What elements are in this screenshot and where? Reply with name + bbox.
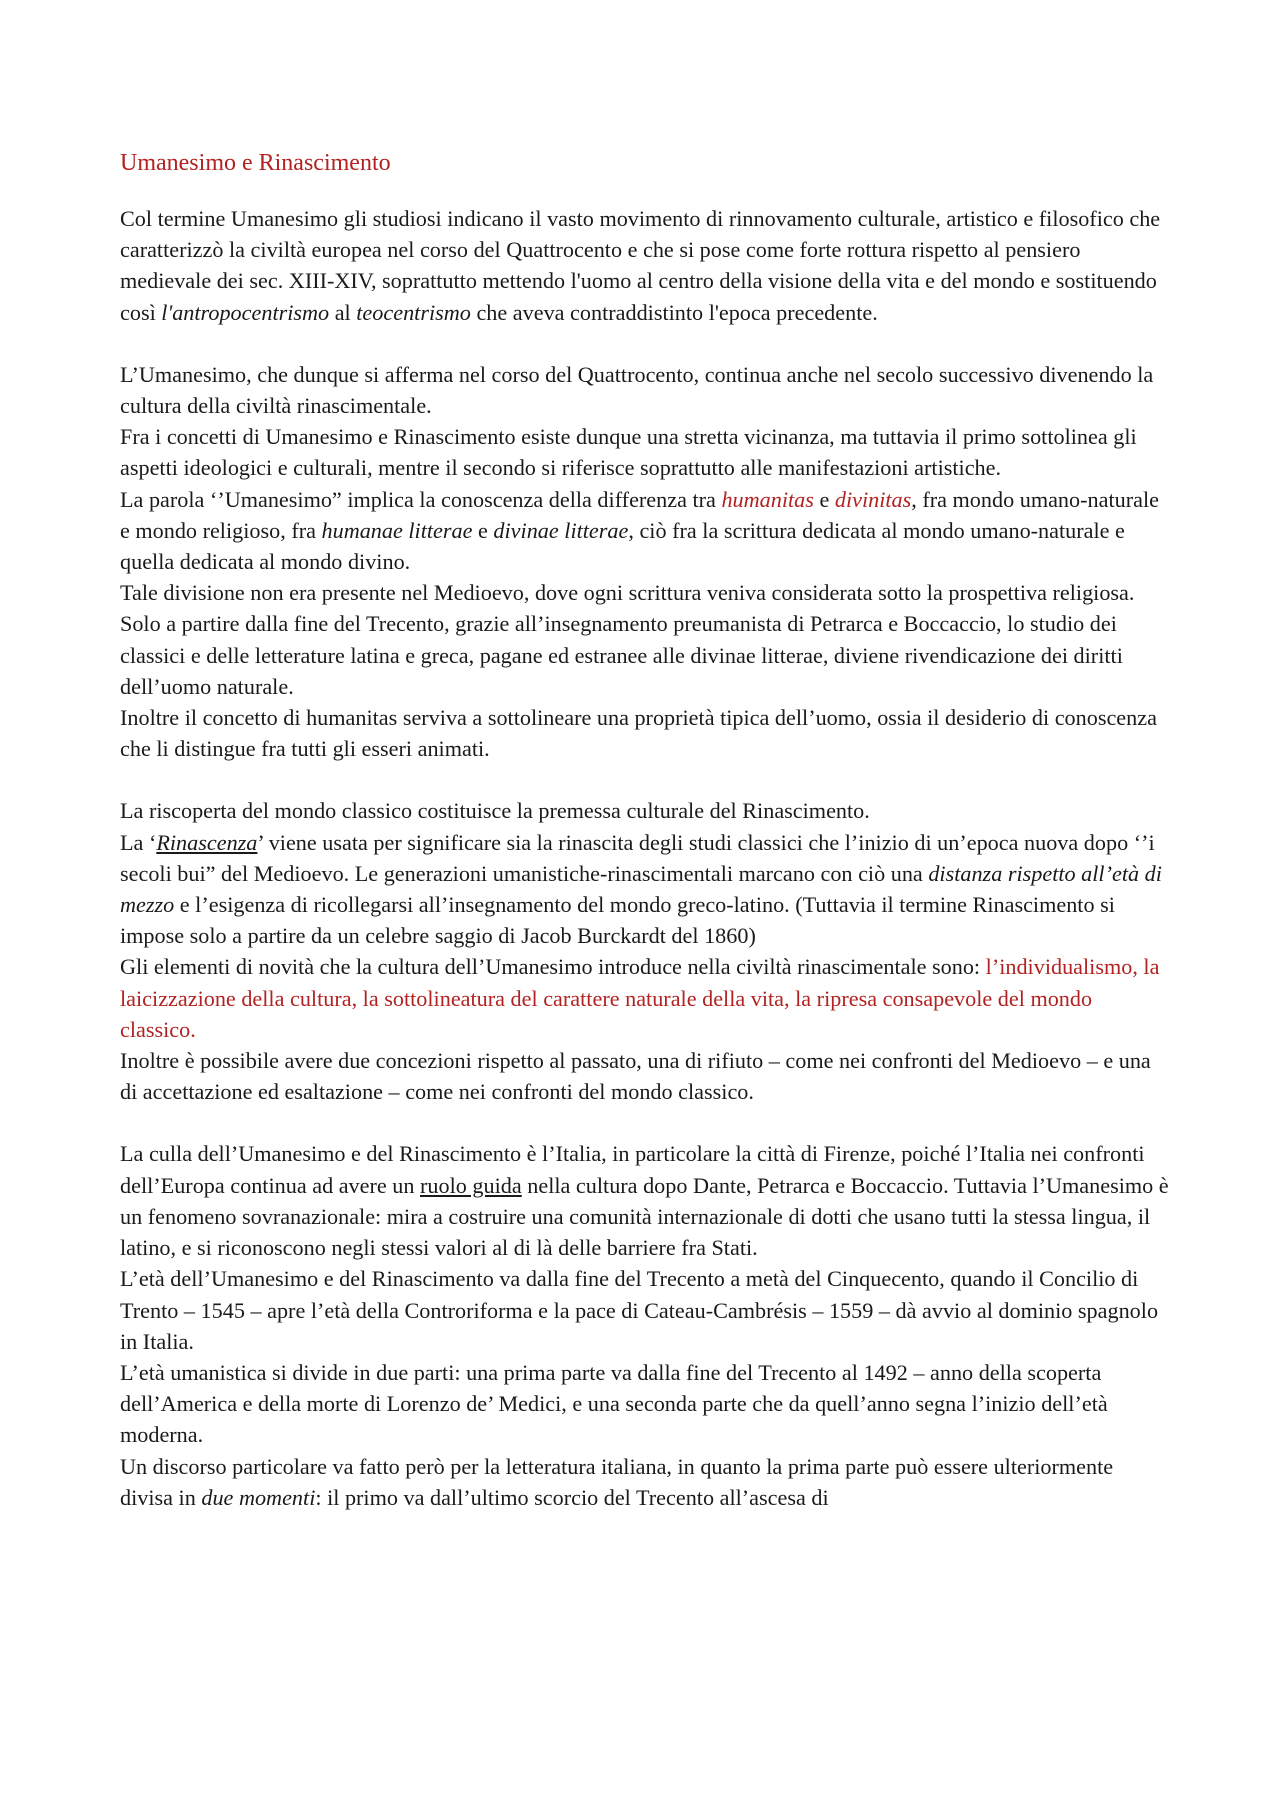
page-title: Umanesimo e Rinascimento xyxy=(120,150,391,176)
text-run: al xyxy=(329,299,357,325)
text-run: nella cultura dopo Dante, Petrarca e Boccaccio. Tuttavia l’Umanesimo è un fenomeno sovranazionale: mira a costruire una comunità internazionale di dotti che usano tutti la stessa lingua, il latino, e si riconoscono negli stessi valori al di là delle barriere fra Stati. xyxy=(120,1172,1169,1261)
text-run: e xyxy=(813,486,835,512)
paragraph-3: Fra i concetti di Umanesimo e Rinascimento esiste dunque una stretta vicinanza, ma tuttavia il primo sottolinea gli aspetti ideologici e culturali, mentre il secondo si riferisce soprattutto alle manifestazioni artistiche. xyxy=(120,424,1137,481)
paragraph-6: Solo a partire dalla fine del Trecento, grazie all’insegnamento preumanista di Petrarca e Boccaccio, lo studio dei classici e delle letterature latina e greca, pagane ed estranee alle divinae litterae, diviene rivendicazione dei diritti dell’uomo naturale. xyxy=(120,611,1123,699)
text-run: , ciò fra la scrittura dedicata al mondo umano-naturale e quella dedicata al mondo divino. xyxy=(120,517,1125,575)
highlighted-list: l’individualismo, la laicizzazione della cultura, la sottolineatura del carattere naturale della vita, la ripresa consapevole del mondo classico. xyxy=(120,954,1160,1042)
underlined-term: ruolo guida xyxy=(420,1172,522,1198)
highlighted-term: divinitas xyxy=(834,486,912,512)
paragraph-gap xyxy=(120,764,1170,795)
paragraph-2: L’Umanesimo, che dunque si afferma nel corso del Quattrocento, continua anche nel secolo successivo divenendo la cultura della civiltà rinascimentale. xyxy=(120,361,1154,419)
paragraph-11: Inoltre è possibile avere due concezioni rispetto al passato, una di rifiuto – come nei confronti del Medioevo – e una di accettazione ed esaltazione – come nei confronti del mondo classico. xyxy=(120,1048,1151,1105)
paragraph-12 xyxy=(120,1138,1170,1263)
paragraph-10 xyxy=(120,951,1170,1045)
italic-term: distanza rispetto all’età di mezzo xyxy=(120,860,1162,918)
underlined-term: Rinascenza xyxy=(156,829,258,855)
text-run: e xyxy=(472,517,494,543)
text-run: La ‘ xyxy=(120,829,157,855)
text-run: , fra mondo umano-naturale e mondo religioso, fra xyxy=(120,486,1159,543)
paragraph-5: Tale divisione non era presente nel Medioevo, dove ogni scrittura veniva considerata sotto la prospettiva religiosa. xyxy=(120,580,1135,606)
paragraph-15 xyxy=(120,1451,1170,1513)
text-run: Gli elementi di novità che la cultura dell’Umanesimo introduce nella civiltà rinascimentale sono: xyxy=(120,954,986,980)
paragraph-8: La riscoperta del mondo classico costituisce la premessa culturale del Rinascimento. xyxy=(120,798,870,824)
italic-term: l'antropocentrismo xyxy=(161,299,330,325)
paragraph-4 xyxy=(120,484,1170,578)
paragraph-1 xyxy=(120,203,1170,328)
text-run: Col termine Umanesimo gli studiosi indicano il vasto movimento di rinnovamento culturale, artistico e filosofico che caratterizzò la civiltà europea nel corso del Quattrocento e che si pose come forte rottura rispetto al pensiero medievale dei sec. XIII-XIV, soprattutto mettendo l'uomo al centro della visione della vita e del mondo e sostituendo così xyxy=(120,206,1161,325)
italic-term: divinae litterae xyxy=(493,517,629,543)
text-run: La parola ‘’Umanesimo” implica la conoscenza della differenza tra xyxy=(120,486,722,512)
text-run: ’ viene usata per significare sia la rinascita degli studi classici che l’inizio di un’epoca nuova dopo ‘’i secoli bui” del Medioevo. Le generazioni umanistiche-rinascimentali marcano con ciò una xyxy=(120,829,1155,886)
italic-term: humanae litterae xyxy=(321,517,473,543)
text-run: : il primo va dall’ultimo scorcio del Trecento all’ascesa di xyxy=(315,1484,829,1510)
text-run: e l’esigenza di ricollegarsi all’insegnamento del mondo greco-latino. (Tuttavia il termine Rinascimento si impose solo a partire da un celebre saggio di Jacob Burckardt del 1860) xyxy=(120,892,1115,949)
text-run: che aveva contraddistinto l'epoca precedente. xyxy=(470,299,878,325)
document-page xyxy=(120,148,1170,1513)
text-run: La culla dell’Umanesimo e del Rinascimento è l’Italia, in particolare la città di Firenze, poiché l’Italia nei confronti dell’Europa continua ad avere un xyxy=(120,1141,1145,1198)
paragraph-gap xyxy=(120,1107,1170,1138)
paragraph-7: Inoltre il concetto di humanitas serviva a sottolineare una proprietà tipica dell’uomo, ossia il desiderio di conoscenza che li distingue fra tutti gli esseri animati. xyxy=(120,705,1157,762)
italic-term: due momenti xyxy=(201,1484,316,1510)
paragraph-14: L’età umanistica si divide in due parti: una prima parte va dalla fine del Trecento al 1492 – anno della scoperta dell’America e della morte di Lorenzo de’ Medici, e una seconda parte che da quell’anno segna l’inizio dell’età moderna. xyxy=(120,1359,1108,1448)
text-run: Un discorso particolare va fatto però per la letteratura italiana, in quanto la prima parte può essere ulteriormente divisa in xyxy=(120,1453,1114,1510)
paragraph-gap xyxy=(120,328,1170,359)
italic-term: teocentrismo xyxy=(356,299,471,325)
paragraph-13: L’età dell’Umanesimo e del Rinascimento va dalla fine del Trecento a metà del Cinquecento, quando il Concilio di Trento – 1545 – apre l’età della Controriforma e la pace di Cateau-Cambrésis – 1559 – dà avvio al dominio spagnolo in Italia. xyxy=(120,1266,1159,1354)
highlighted-term: humanitas xyxy=(721,486,814,512)
paragraph-9 xyxy=(120,827,1170,952)
